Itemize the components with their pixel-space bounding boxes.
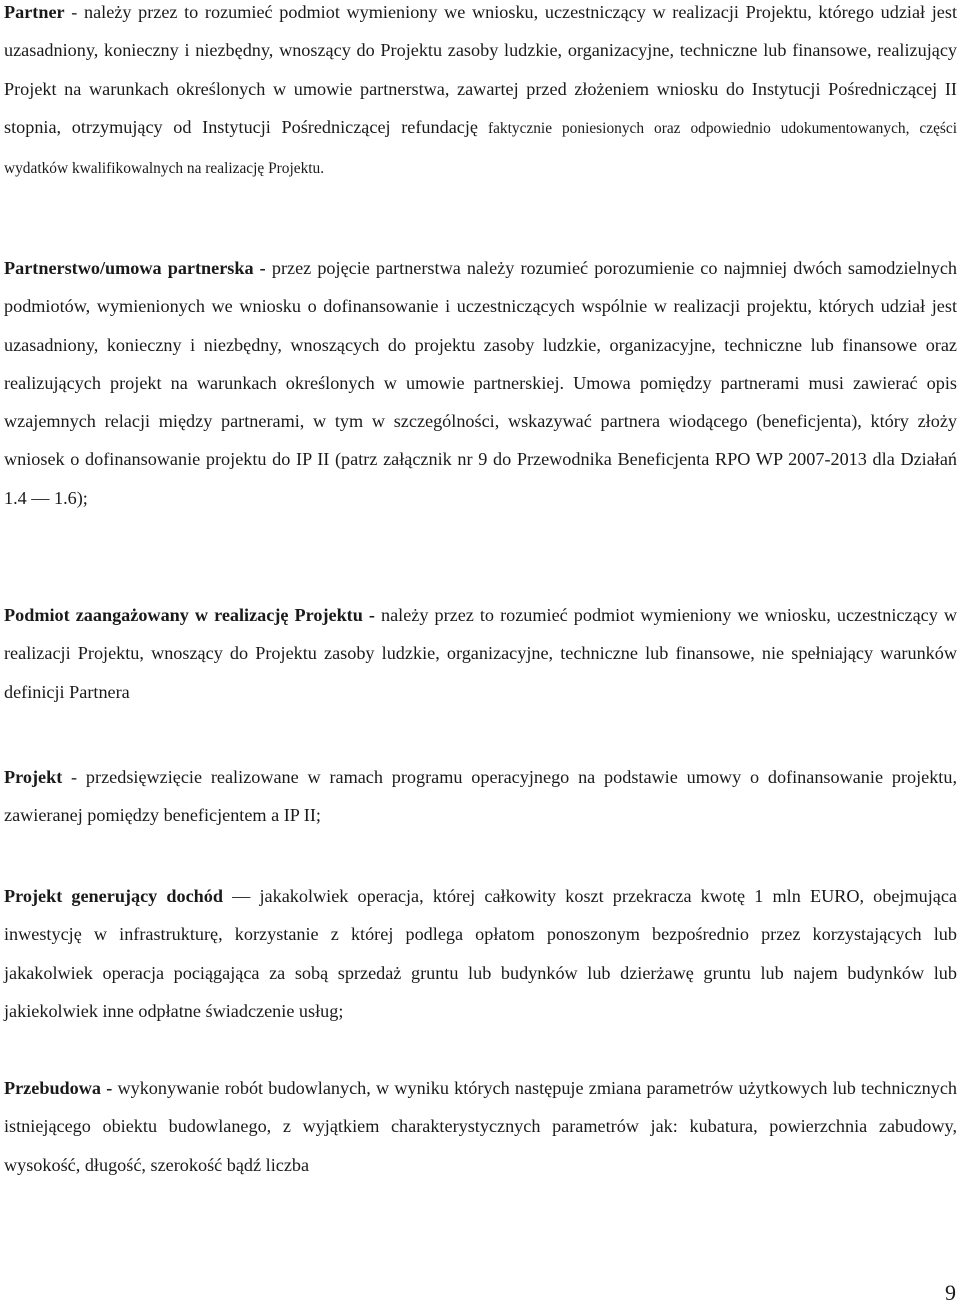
definition-term: Projekt generujący dochód bbox=[4, 886, 224, 906]
definition-podmiot-zaangazowany bbox=[4, 596, 957, 711]
definition-text: - należy przez to rozumieć podmiot wymieniony we wniosku, uczestniczący w realizacji Projektu, którego udział jest uzasadniony, konieczny i niezbędny, wnoszący do Projektu zasoby ludzkie, organizacyjne, techniczne lub finansowe, realizujący Projekt na warunkach określonych w umowie partnerstwa, zawartej przed złożeniem wniosku do Instytucji Pośredniczącej II stopnia, otrzymujący od Instytucji Pośredniczącej refundację bbox=[4, 2, 957, 137]
definition-term: Podmiot zaangażowany w realizację Projektu - bbox=[4, 605, 375, 625]
definition-projekt-generujacy-dochod bbox=[4, 877, 957, 1030]
definition-partner bbox=[4, 0, 957, 188]
definition-term: Partner bbox=[4, 2, 65, 22]
definition-text-small: faktycznie poniesionych oraz odpowiednio udokumentowanych, części wydatków kwalifikowalnych na realizację Projektu. bbox=[4, 119, 957, 178]
definition-term: Przebudowa - bbox=[4, 1078, 113, 1098]
definition-partnerstwo bbox=[4, 249, 957, 517]
definition-przebudowa bbox=[4, 1069, 957, 1184]
definition-text: — jakakolwiek operacja, której całkowity koszt przekracza kwotę 1 mln EURO, obejmująca inwestycję w infrastrukturę, korzystanie z której podlega opłatom ponoszonym bezpośrednio przez korzystających lub jakakolwiek operacja pociągająca za sobą sprzedaż gruntu lub budynków lub dzierżawę gruntu lub najem budynków lub jakiekolwiek inne odpłatne świadczenie usług; bbox=[4, 886, 957, 1021]
definition-term: Partnerstwo/umowa partnerska - bbox=[4, 258, 266, 278]
definition-projekt bbox=[4, 758, 957, 835]
definition-term: Projekt bbox=[4, 767, 63, 787]
definition-text: wykonywanie robót budowlanych, w wyniku których następuje zmiana parametrów użytkowych lub technicznych istniejącego obiektu budowlanego, z wyjątkiem charakterystycznych parametrów jak: kubatura, powierzchnia zabudowy, wysokość, długość, szerokość bądź liczba bbox=[4, 1078, 957, 1175]
definition-text: należy przez to rozumieć podmiot wymieniony we wniosku, uczestniczący w realizacji Projektu, wnoszący do Projektu zasoby ludzkie, organizacyjne, techniczne lub finansowe, nie spełniający warunków definicji Partnera bbox=[4, 605, 957, 702]
definition-text: przez pojęcie partnerstwa należy rozumieć porozumienie co najmniej dwóch samodzielnych podmiotów, wymienionych we wniosku o dofinansowanie i uczestniczących wspólnie w realizacji projektu, których udział jest uzasadniony, konieczny i niezbędny, wnoszących do projektu zasoby ludzkie, organizacyjne, techniczne lub finansowe oraz realizujących projekt na warunkach określonych w umowie partnerskiej. Umowa pomiędzy partnerami musi zawierać opis wzajemnych relacji między partnerami, w tym w szczególności, wskazywać partnera wiodącego (beneficjenta), który złoży wniosek o dofinansowanie projektu do IP II (patrz załącznik nr 9 do Przewodnika Beneficjenta RPO WP 2007-2013 dla Działań 1.4 — 1.6); bbox=[4, 258, 957, 508]
page-number: 9 bbox=[945, 1280, 956, 1305]
definition-text: - przedsięwzięcie realizowane w ramach programu operacyjnego na podstawie umowy o dofinansowanie projektu, zawieranej pomiędzy beneficjentem a IP II; bbox=[4, 767, 957, 826]
